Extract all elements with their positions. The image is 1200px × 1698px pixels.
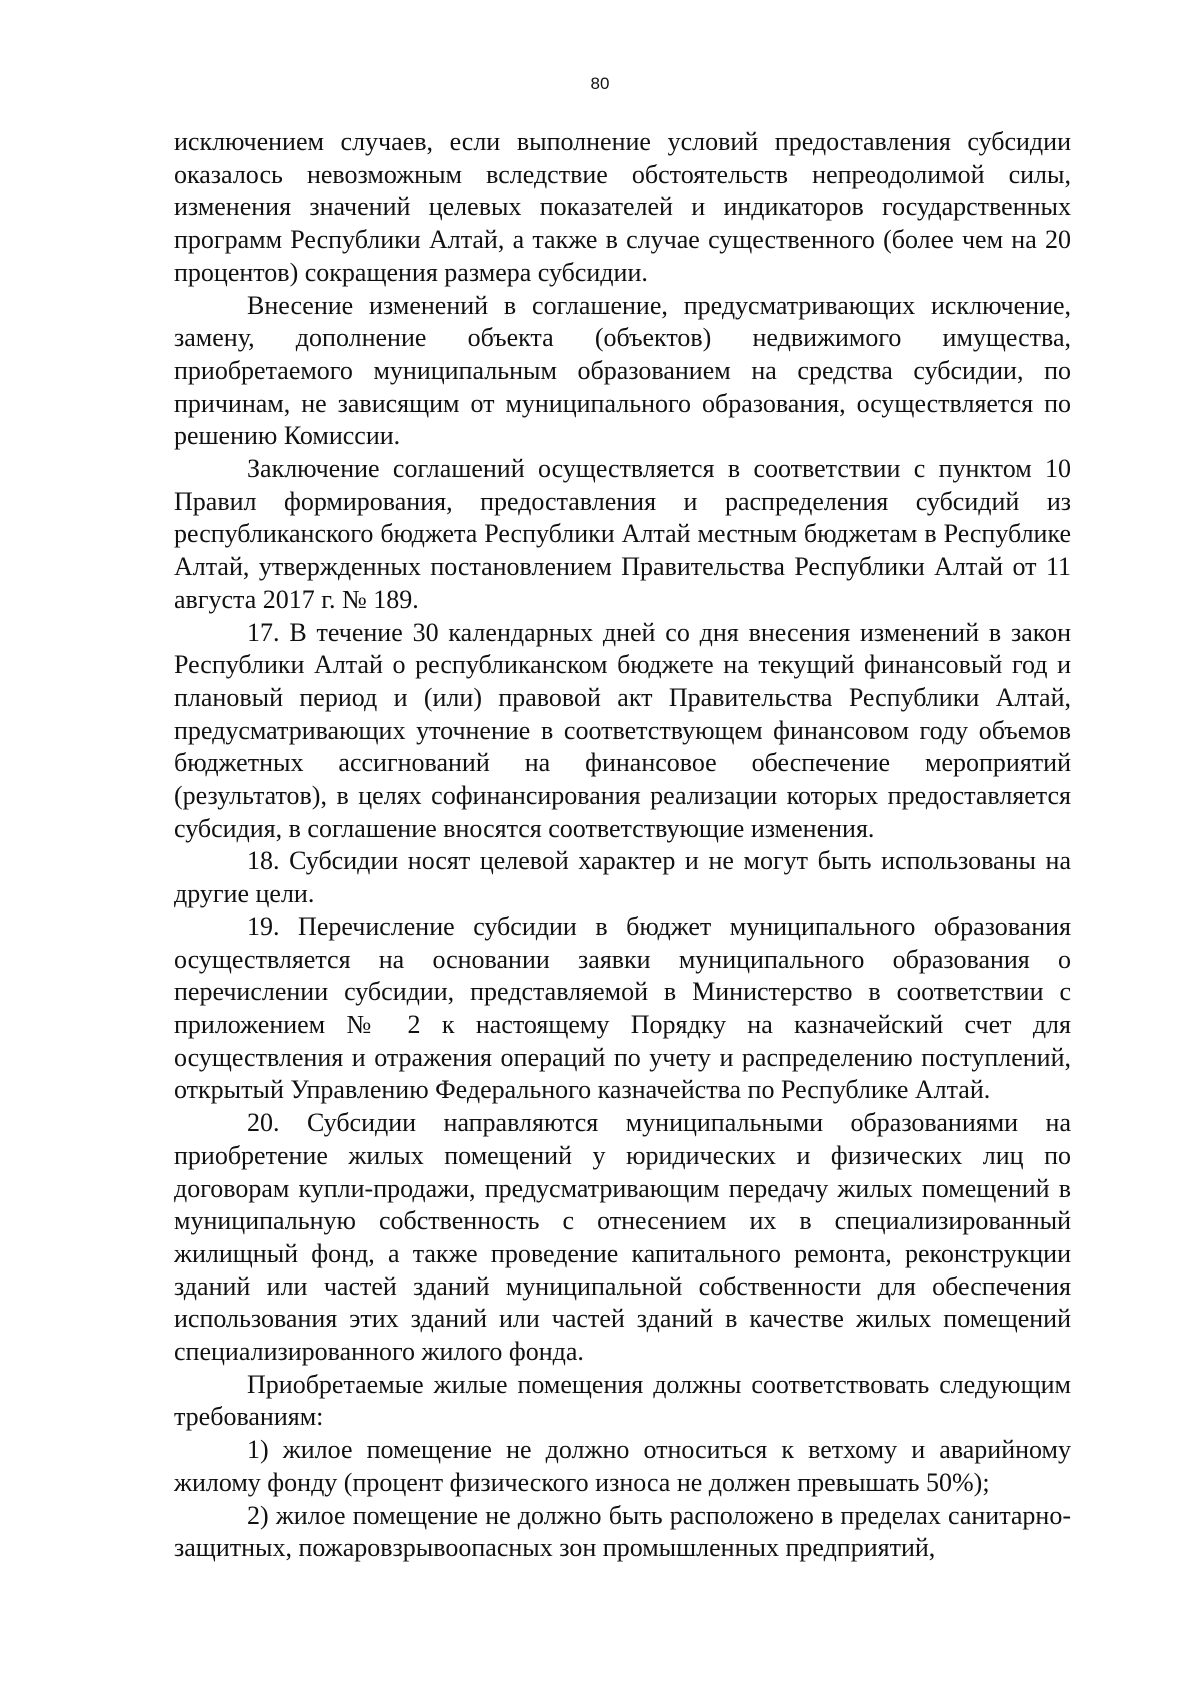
paragraph-requirement-1: 1) жилое помещение не должно относиться к ветхому и аварийному жилому фонду (процент физического износа не должен превышать 50%); — [174, 1435, 1071, 1497]
paragraph-agreement-conclusion: Заключение соглашений осуществляется в соответствии с пунктом 10 Правил формирования, предоставления и распределения субсидий из республиканского бюджета Республики Алтай местным бюджетам в Республике Алтай, утвержденных постановлением Правительства Республики Алтай от 11 августа 2017 г. № 189. — [174, 454, 1071, 614]
document-body — [174, 126, 1071, 1565]
paragraph-clause-18: 18. Субсидии носят целевой характер и не могут быть использованы на другие цели. — [174, 846, 1071, 909]
paragraph-clause-20: 20. Субсидии направляются муниципальными образованиями на приобретение жилых помещений у юридических и физических лиц по договорам купли-продажи, предусматривающим передачу жилых помещений в муниципальную собственность с отнесением их в специализированный жилищный фонд, а также проведение капитального ремонта, реконструкции зданий или частей зданий муниципальной собственности для обеспечения использования этих зданий или частей зданий в качестве жилых помещений специализированного жилого фонда. — [174, 1108, 1071, 1367]
page-number: 80 — [590, 74, 610, 93]
paragraph-agreement-changes: Внесение изменений в соглашение, предусматривающих исключение, замену, дополнение объекта (объектов) недвижимого имущества, приобретаемого муниципальным образованием на средства субсидии, по причинам, не зависящим от муниципального образования, осуществляется по решению Комиссии. — [174, 290, 1071, 451]
paragraph-clause-19: 19. Перечисление субсидии в бюджет муниципального образования осуществляется на основании заявки муниципального образования о перечислении субсидии, представляемой в Министерство в соответствии с приложением № 2 к настоящему Порядку на казначейский счет для осуществления и отражения операций по учету и распределению поступлений, открытый Управлению Федерального казначейства по Республике Алтай. — [174, 911, 1071, 1105]
paragraph-clause-17: 17. В течение 30 календарных дней со дня внесения изменений в закон Республики Алтай о республиканском бюджете на текущий финансовый год и плановый период и (или) правовой акт Правительства Республики Алтай, предусматривающих уточнение в соответствующем финансовом году объемов бюджетных ассигнований на финансовое обеспечение мероприятий (результатов), в целях софинансирования реализации которых предоставляется субсидия, в соглашение вносятся соответствующие изменения. — [174, 617, 1071, 843]
paragraph-requirements-intro: Приобретаемые жилые помещения должны соответствовать следующим требованиям: — [174, 1369, 1071, 1432]
paragraph-requirement-2: 2) жилое помещение не должно быть расположено в пределах санитарно-защитных, пожаровзрывоопасных зон промышленных предприятий, — [174, 1500, 1071, 1563]
paragraph-continuation: исключением случаев, если выполнение условий предоставления субсидии оказалось невозможным вследствие обстоятельств непреодолимой силы, изменения значений целевых показателей и индикаторов государственных программ Республики Алтай, а также в случае существенного (более чем на 20 процентов) сокращения размера субсидии. — [174, 127, 1071, 287]
